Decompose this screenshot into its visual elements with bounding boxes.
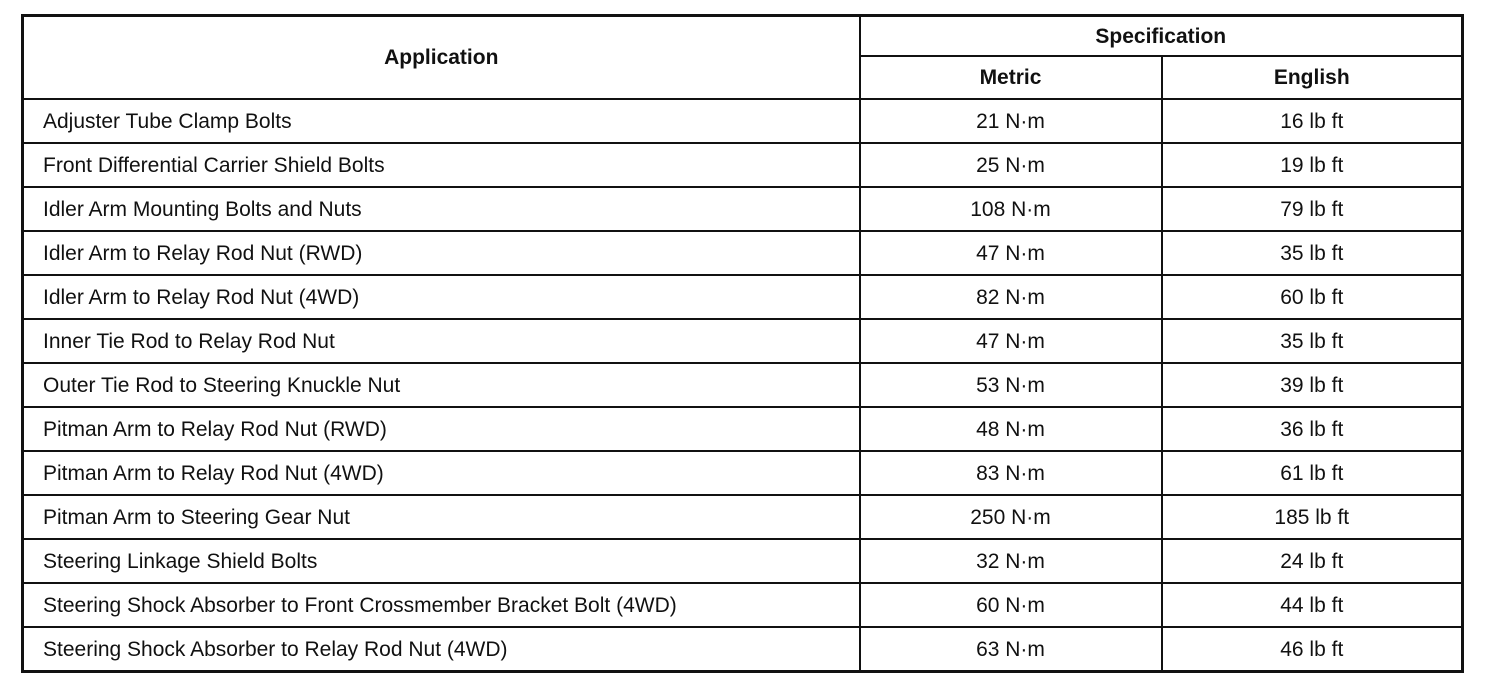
- table-row: [23, 495, 1463, 539]
- application-cell: Steering Shock Absorber to Front Crossmember Bracket Bolt (4WD): [23, 583, 860, 627]
- english-cell: 16 lb ft: [1162, 99, 1463, 143]
- metric-cell: 108 N·m: [860, 187, 1162, 231]
- specification-group-header: Specification: [860, 16, 1463, 57]
- metric-cell: 83 N·m: [860, 451, 1162, 495]
- table-row: [23, 627, 1463, 672]
- table-body: [23, 99, 1463, 672]
- english-cell: 79 lb ft: [1162, 187, 1463, 231]
- english-cell: 19 lb ft: [1162, 143, 1463, 187]
- english-cell: 61 lb ft: [1162, 451, 1463, 495]
- metric-cell: 250 N·m: [860, 495, 1162, 539]
- metric-column-header: Metric: [860, 56, 1162, 99]
- english-cell: 39 lb ft: [1162, 363, 1463, 407]
- english-cell: 35 lb ft: [1162, 231, 1463, 275]
- metric-cell: 25 N·m: [860, 143, 1162, 187]
- english-cell: 185 lb ft: [1162, 495, 1463, 539]
- application-cell: Pitman Arm to Steering Gear Nut: [23, 495, 860, 539]
- application-cell: Outer Tie Rod to Steering Knuckle Nut: [23, 363, 860, 407]
- english-cell: 24 lb ft: [1162, 539, 1463, 583]
- application-cell: Idler Arm to Relay Rod Nut (4WD): [23, 275, 860, 319]
- metric-cell: 47 N·m: [860, 319, 1162, 363]
- english-cell: 60 lb ft: [1162, 275, 1463, 319]
- application-cell: Idler Arm Mounting Bolts and Nuts: [23, 187, 860, 231]
- application-cell: Pitman Arm to Relay Rod Nut (RWD): [23, 407, 860, 451]
- english-cell: 36 lb ft: [1162, 407, 1463, 451]
- application-cell: Inner Tie Rod to Relay Rod Nut: [23, 319, 860, 363]
- table-row: [23, 99, 1463, 143]
- table-row: [23, 143, 1463, 187]
- application-cell: Steering Linkage Shield Bolts: [23, 539, 860, 583]
- torque-specification-table: [21, 14, 1464, 673]
- table-row: [23, 451, 1463, 495]
- table-row: [23, 319, 1463, 363]
- english-cell: 44 lb ft: [1162, 583, 1463, 627]
- table-row: [23, 231, 1463, 275]
- application-cell: Idler Arm to Relay Rod Nut (RWD): [23, 231, 860, 275]
- metric-cell: 60 N·m: [860, 583, 1162, 627]
- table-row: [23, 583, 1463, 627]
- english-cell: 35 lb ft: [1162, 319, 1463, 363]
- table-row: [23, 363, 1463, 407]
- metric-cell: 48 N·m: [860, 407, 1162, 451]
- application-cell: Steering Shock Absorber to Relay Rod Nut (4WD): [23, 627, 860, 672]
- table-row: [23, 275, 1463, 319]
- table-row: [23, 539, 1463, 583]
- table-row: [23, 407, 1463, 451]
- metric-cell: 53 N·m: [860, 363, 1162, 407]
- metric-cell: 82 N·m: [860, 275, 1162, 319]
- application-cell: Front Differential Carrier Shield Bolts: [23, 143, 860, 187]
- metric-cell: 47 N·m: [860, 231, 1162, 275]
- metric-cell: 32 N·m: [860, 539, 1162, 583]
- english-cell: 46 lb ft: [1162, 627, 1463, 672]
- application-cell: Adjuster Tube Clamp Bolts: [23, 99, 860, 143]
- metric-cell: 21 N·m: [860, 99, 1162, 143]
- metric-cell: 63 N·m: [860, 627, 1162, 672]
- application-cell: Pitman Arm to Relay Rod Nut (4WD): [23, 451, 860, 495]
- english-column-header: English: [1162, 56, 1463, 99]
- header-row-top: [23, 16, 1463, 57]
- table-row: [23, 187, 1463, 231]
- application-column-header: Application: [23, 16, 860, 100]
- table-header: [23, 16, 1463, 100]
